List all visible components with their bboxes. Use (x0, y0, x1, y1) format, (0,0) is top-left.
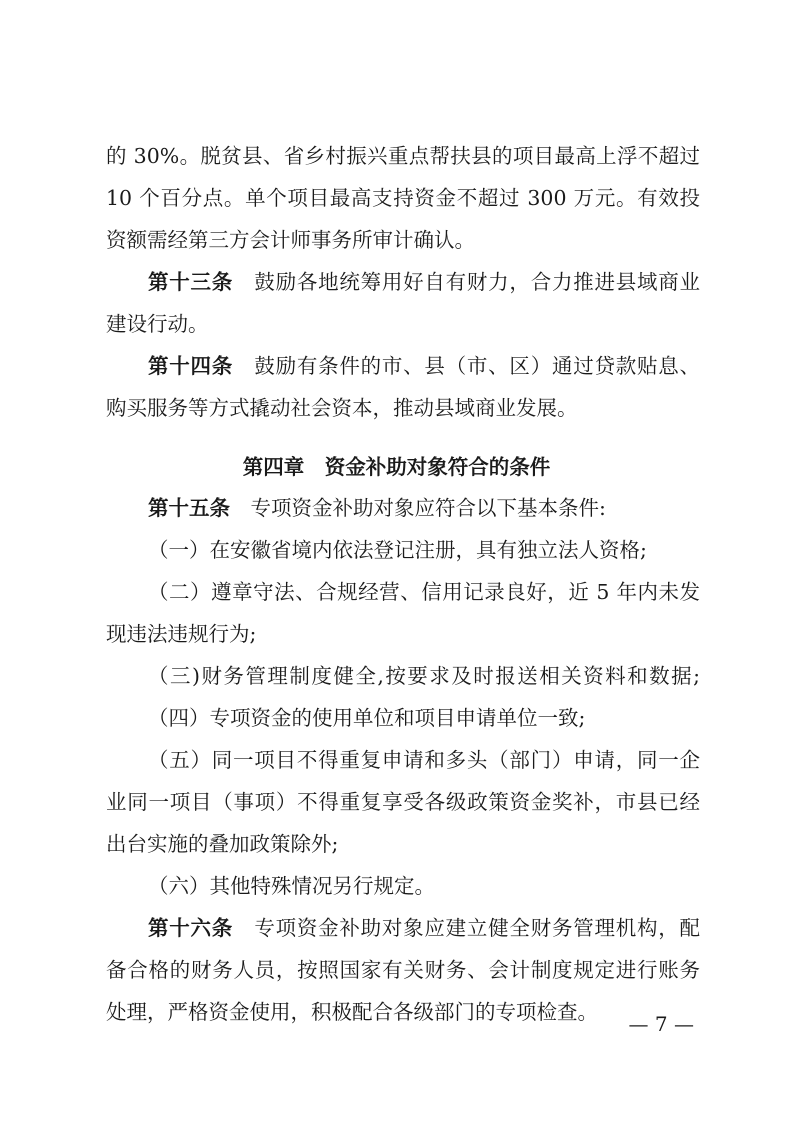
article-14-line (148, 351, 700, 381)
article-15-line (148, 493, 700, 523)
article-14-heading: 第十四条 (148, 354, 234, 378)
paragraph-line: 备合格的财务人员，按照国家有关财务、会计制度规定进行账务 (106, 958, 700, 982)
paragraph-line: 10 个百分点。单个项目最高支持资金不超过 300 万元。有效投 (106, 186, 700, 210)
article-14-text: 鼓励有条件的市、县（市、区）通过贷款贴息、 (254, 354, 701, 378)
list-item-3: （三)财务管理制度健全,按要求及时报送相关资料和数据; (148, 664, 700, 688)
paragraph-line: 处理，严格资金使用，积极配合各级部门的专项检查。 (106, 1000, 598, 1024)
paragraph-line: 资额需经第三方会计师事务所审计确认。 (106, 228, 475, 252)
list-item-5: （五）同一项目不得重复申请和多头（部门）申请，同一企 (148, 748, 700, 772)
article-13-text: 鼓励各地统筹用好自有财力，合力推进县域商业 (254, 270, 701, 294)
page-number: — 7 — (628, 1012, 694, 1036)
paragraph-line: 购买服务等方式撬动社会资本，推动县域商业发展。 (106, 396, 578, 420)
paragraph-line: 出台实施的叠加政策除外; (106, 832, 339, 856)
article-16-text: 专项资金补助对象应建立健全财务管理机构，配 (254, 916, 701, 940)
list-item-2: （二）遵章守法、合规经营、信用记录良好，近 5 年内未发 (148, 580, 700, 604)
paragraph-line: 现违法违规行为; (106, 622, 257, 646)
list-item-4: （四）专项资金的使用单位和项目申请单位一致; (148, 706, 586, 730)
paragraph-line: 的 30%。脱贫县、省乡村振兴重点帮扶县的项目最高上浮不超过 (106, 144, 700, 168)
list-item-1: （一）在安徽省境内依法登记注册，具有独立法人资格; (148, 538, 647, 562)
paragraph-line: 建设行动。 (106, 312, 209, 336)
article-13-line (148, 267, 700, 297)
chapter-title: 第四章 资金补助对象符合的条件 (242, 455, 551, 479)
paragraph-line: 业同一项目（事项）不得重复享受各级政策资金奖补，市县已经 (106, 790, 700, 814)
article-16-heading: 第十六条 (148, 916, 234, 940)
article-15-heading: 第十五条 (148, 496, 230, 520)
list-item-6: （六）其他特殊情况另行规定。 (148, 874, 435, 898)
article-13-heading: 第十三条 (148, 270, 234, 294)
article-15-text: 专项资金补助对象应符合以下基本条件: (250, 496, 606, 520)
article-16-line (148, 913, 700, 943)
